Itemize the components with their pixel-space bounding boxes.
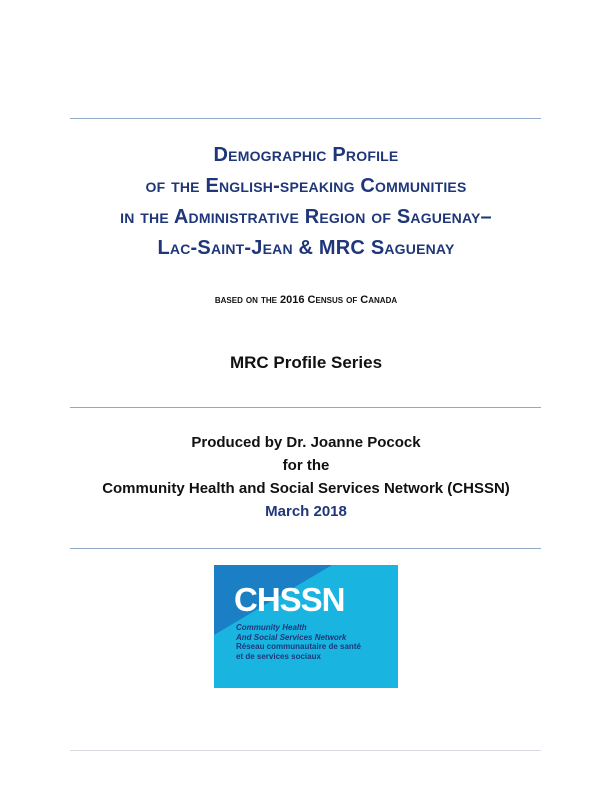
produced-by: Produced by Dr. Joanne Pocock: [191, 434, 421, 451]
logo-wordmark: CHSSN: [234, 581, 345, 618]
for-the: for the: [282, 457, 330, 474]
chssn-logo: [214, 565, 398, 688]
logo-text: [236, 623, 361, 661]
title-line-4: Lac-Saint-Jean & MRC Saguenay: [157, 237, 455, 259]
title-line-3: in the Administrative Region of Saguenay–: [120, 206, 492, 228]
logo-en-line-2: And Social Services Network: [236, 632, 347, 642]
logo-fr-line-1: Réseau communautaire de santé: [236, 642, 361, 651]
document-title: [0, 140, 612, 264]
publication-date: March 2018: [265, 503, 347, 520]
census-subtitle: based on the 2016 Census of Canada: [214, 294, 398, 306]
lower-divider: [70, 548, 541, 549]
title-line-2: of the English-speaking Communities: [145, 175, 467, 197]
bottom-divider: [70, 750, 541, 751]
title-line-1: Demographic Profile: [213, 144, 399, 166]
middle-divider: [70, 407, 541, 408]
logo-en-line-1: Community Health: [236, 623, 307, 632]
series-name: MRC Profile Series: [229, 353, 383, 372]
organization-name: Community Health and Social Services Network (CHSSN): [102, 480, 510, 497]
credits-block: [0, 431, 612, 523]
top-divider: [70, 118, 541, 119]
logo-fr-line-2: et de services sociaux: [236, 651, 321, 661]
